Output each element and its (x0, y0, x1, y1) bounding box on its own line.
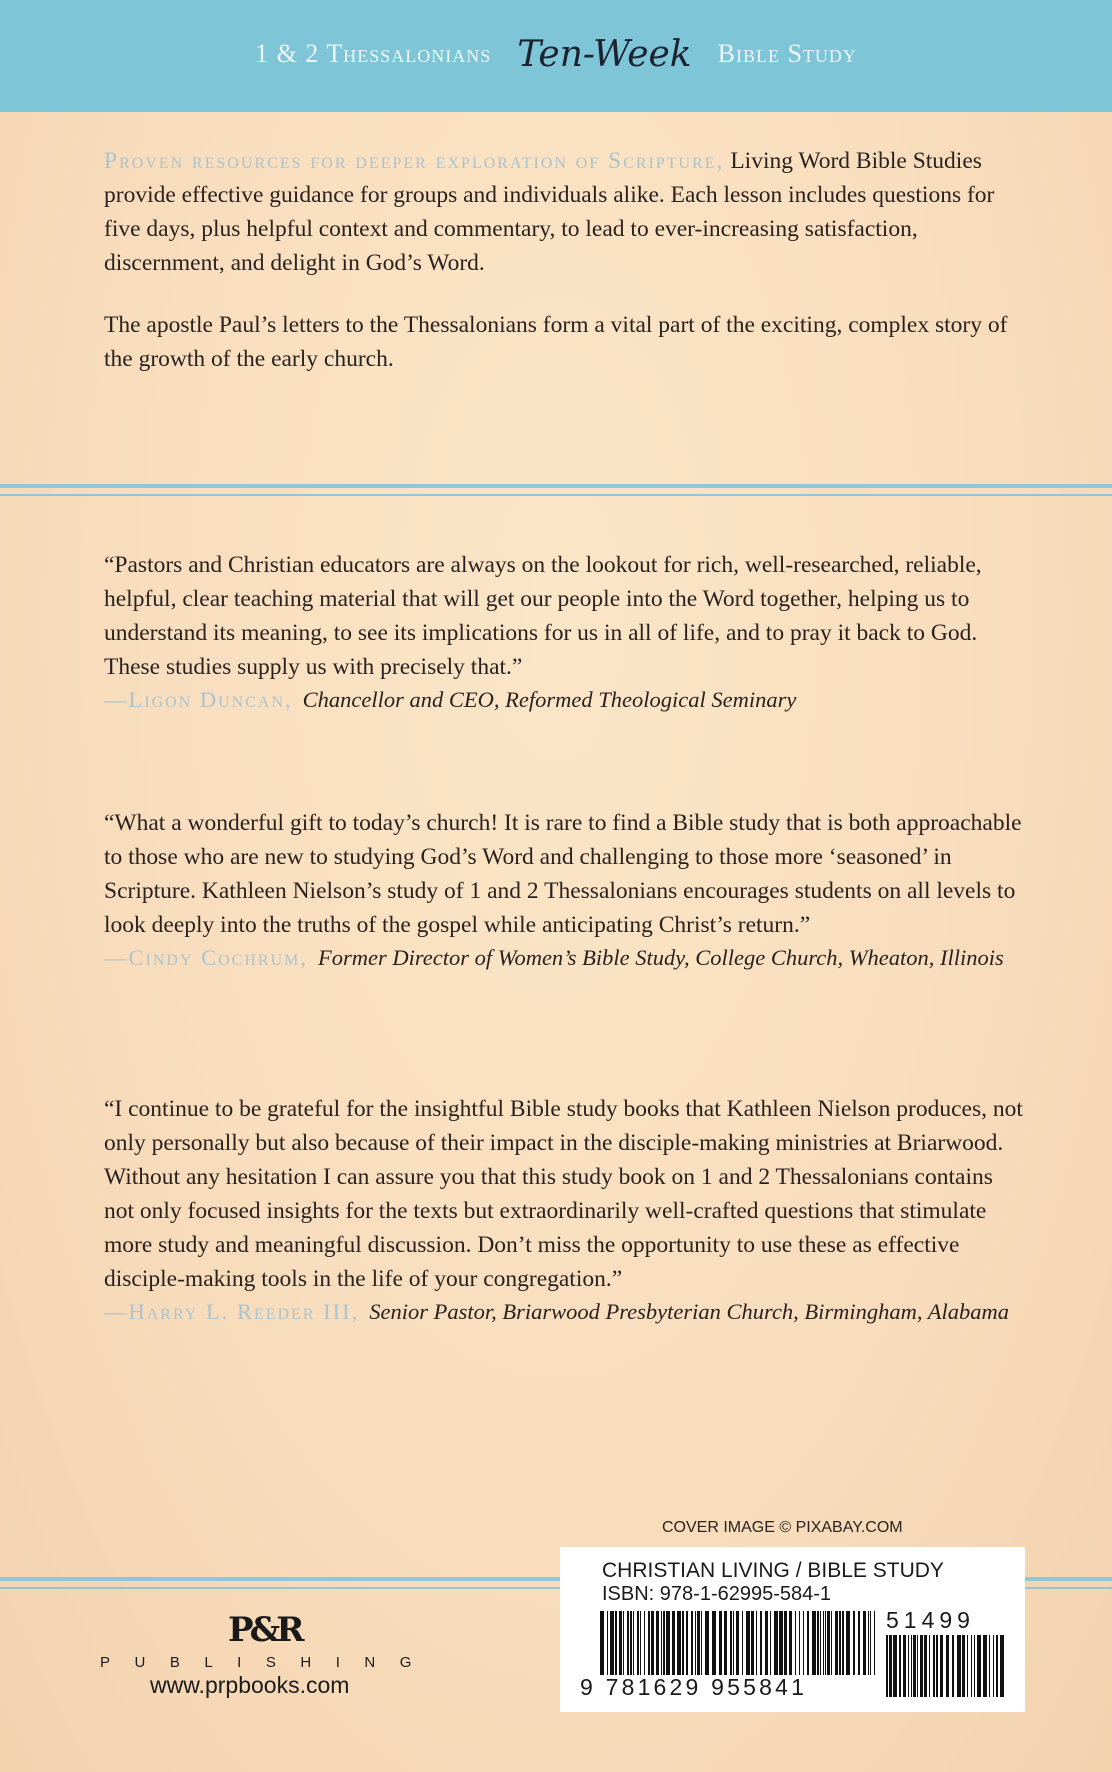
series-title-script: Ten-Week (517, 34, 692, 75)
endorsement-attribution (104, 1296, 1024, 1328)
barcode-bar (600, 1611, 604, 1675)
barcode-bar (911, 1635, 912, 1697)
barcode-bar (825, 1611, 826, 1675)
series-title (0, 30, 1112, 75)
price-code: 51499 (886, 1607, 975, 1633)
barcode-bar (996, 1635, 998, 1697)
endorser-role: Senior Pastor, Briarwood Presbyterian Church, Birmingham, Alabama (369, 1299, 1010, 1324)
barcode-bar (920, 1635, 923, 1697)
barcode-bar (640, 1611, 641, 1675)
series-title-right: Bible Study (717, 39, 857, 68)
barcode-bar (637, 1611, 639, 1675)
barcode-bar (610, 1611, 614, 1675)
endorsement-1 (104, 548, 1024, 716)
barcode-bar (853, 1611, 855, 1675)
intro-paragraph-2: The apostle Paul’s letters to the Thessalonians form a vital part of the exciting, complex story of the growth of the early church. (104, 312, 1008, 372)
endorsement-attribution (104, 684, 1024, 716)
barcode-bar (719, 1611, 722, 1675)
barcode-bar (993, 1635, 994, 1697)
barcode-bar (661, 1611, 662, 1675)
endorser-name: —Ligon Duncan, (104, 687, 293, 712)
barcode-bar (751, 1611, 754, 1675)
endorsement-text: “I continue to be grateful for the insightful Bible study books that Kathleen Nielson produces, not only personally but also because of their impact in the disciple-making ministries at Briarwood. Without any hesitation I can assure you that this study book on 1 and 2 Thessalonians contains not only focused insights for the texts but extraordinarily well-crafted questions that stimulate more study and meaningful discussion. Don’t miss the opportunity to use these as effective disciple-making tools in the life of your congregation.” (104, 1096, 1023, 1292)
divider-top-thin (0, 494, 1112, 496)
barcode-bar (827, 1611, 830, 1675)
barcode-bar (868, 1611, 869, 1675)
barcode-bar (615, 1611, 617, 1675)
barcode-bar (697, 1611, 700, 1675)
barcode-bar (1000, 1635, 1004, 1697)
barcode-bar (893, 1635, 897, 1697)
barcode-bar (889, 1635, 892, 1697)
barcode-bar (627, 1611, 629, 1675)
publisher-sub: PUBLISHING (100, 1654, 436, 1671)
barcode-bar (842, 1611, 844, 1675)
barcode-bar (648, 1611, 650, 1675)
barcode-bar (903, 1635, 906, 1697)
barcode-bar (795, 1611, 796, 1675)
barcode-bar (742, 1611, 743, 1675)
barcode-bar (870, 1611, 871, 1675)
barcode-bar (863, 1611, 866, 1675)
publisher-website: www.prpbooks.com (150, 1672, 350, 1698)
barcode-bar (874, 1611, 875, 1675)
barcode-bar (952, 1635, 954, 1697)
barcode-bar (695, 1611, 696, 1675)
barcode-bar (971, 1635, 972, 1697)
barcode-bar (831, 1611, 832, 1675)
endorsement-text: “Pastors and Christian educators are always on the lookout for rich, well-researched, reliable, helpful, clear teaching material that will get our people into the Word together, helping us to understand its meaning, to see its implications for us in all of life, and to pray it back to God. These studies supply us with precisely that.” (104, 552, 982, 680)
barcode-bar (651, 1611, 654, 1675)
cover-image-credit: COVER IMAGE © PIXABAY.COM (662, 1519, 903, 1536)
barcode-bar (663, 1611, 665, 1675)
barcode-bar (899, 1635, 901, 1697)
barcode-bar (733, 1611, 734, 1675)
barcode-bar (962, 1635, 965, 1697)
barcode-bar (846, 1611, 850, 1675)
barcode-bar (933, 1635, 935, 1697)
endorser-role: Chancellor and CEO, Reformed Theological Seminary (302, 687, 797, 712)
barcode-bar (746, 1611, 750, 1675)
endorsement-2 (104, 806, 1024, 974)
barcode-label (560, 1547, 1025, 1712)
barcode-bar (756, 1611, 757, 1675)
barcode-bar (656, 1611, 659, 1675)
barcode-bar (779, 1611, 783, 1675)
barcode-bar (765, 1611, 768, 1675)
endorsement-text: “What a wonderful gift to today’s church! It is rare to find a Bible study that is both approachable to those who are new to studying God’s Word and challenging to those more ‘seasoned’ in Scripture. Kathleen Nielson’s study of 1 and 2 Thessalonians encourages students on all levels to look deeply into the truths of the gospel while anticipating Christ’s return.” (104, 810, 1022, 938)
barcode-bar (760, 1611, 762, 1675)
barcode-bar (807, 1611, 809, 1675)
barcode-bar (886, 1635, 888, 1697)
barcode-bar (823, 1611, 824, 1675)
barcode-bar (691, 1611, 693, 1675)
barcode-bar (812, 1611, 816, 1675)
barcode-bar (957, 1635, 961, 1697)
barcode-bar (803, 1611, 804, 1675)
barcode-bar (940, 1635, 943, 1697)
barcode-bar (974, 1635, 975, 1697)
intro-body: Living Word Bible Studies provide effective guidance for groups and individuals alike. Each lesson includes questions for five days, plus helpful context and commentary, to lead to ever-increasing satisfaction, discernment, and delight in God’s Word. (104, 148, 995, 276)
barcode-bar (630, 1611, 632, 1675)
barcode-bar (817, 1611, 819, 1675)
barcode-bar (913, 1635, 916, 1697)
barcode-bar (712, 1611, 716, 1675)
barcode-bar (839, 1611, 841, 1675)
barcode-bar (736, 1611, 739, 1675)
barcode-bar (967, 1635, 968, 1697)
barcode-bar (983, 1635, 987, 1697)
header-band (0, 0, 1112, 112)
barcode-bar (672, 1611, 675, 1675)
endorser-name: —Cindy Cochrum, (104, 945, 308, 970)
isbn-barcode (600, 1611, 878, 1675)
barcode-bar (789, 1611, 792, 1675)
barcode-bar (633, 1611, 634, 1675)
barcode-bar (799, 1611, 800, 1675)
barcode-bar (917, 1635, 918, 1697)
intro-paragraph (104, 144, 1024, 280)
endorsement-attribution (104, 942, 1024, 974)
barcode-bar (619, 1611, 622, 1675)
barcode-bar (989, 1635, 990, 1697)
endorser-role: Former Director of Women’s Bible Study, College Church, Wheaton, Illinois (318, 945, 1004, 970)
barcode-bar (644, 1611, 645, 1675)
barcode-bar (820, 1611, 821, 1675)
series-title-left: 1 & 2 Thessalonians (255, 39, 492, 68)
barcode-bar (977, 1635, 981, 1697)
barcode-bar (666, 1611, 670, 1675)
isbn-text: ISBN: 978-1-62995-584-1 (602, 1583, 832, 1605)
barcode-digits: 9 781629 955841 (580, 1674, 808, 1700)
barcode-bar (908, 1635, 909, 1697)
barcode-bar (784, 1611, 787, 1675)
barcode-bar (929, 1635, 930, 1697)
barcode-bar (724, 1611, 727, 1675)
barcode-bar (858, 1611, 860, 1675)
barcode-bar (607, 1611, 608, 1675)
barcode-bar (774, 1611, 778, 1675)
barcode-bar (770, 1611, 771, 1675)
barcode-bar (936, 1635, 938, 1697)
price-barcode (886, 1635, 1004, 1697)
divider-top (0, 484, 1112, 488)
barcode-bar (623, 1611, 624, 1675)
barcode-bar (946, 1635, 949, 1697)
barcode-bar (924, 1635, 927, 1697)
barcode-bar (677, 1611, 681, 1675)
barcode-bar (835, 1611, 838, 1675)
endorsement-3 (104, 1092, 1024, 1328)
barcode-bar (730, 1611, 732, 1675)
barcode-bar (705, 1611, 709, 1675)
intro-lead: Proven resources for deeper exploration of Scripture, (104, 148, 725, 174)
category-text: CHRISTIAN LIVING / BIBLE STUDY (602, 1559, 944, 1582)
intro-section (104, 144, 1024, 376)
endorser-name: —Harry L. Reeder III, (104, 1299, 360, 1324)
barcode-bar (701, 1611, 702, 1675)
barcode-bar (686, 1611, 688, 1675)
barcode-bar (682, 1611, 684, 1675)
pr-logo-mark: P&R (228, 1610, 301, 1650)
